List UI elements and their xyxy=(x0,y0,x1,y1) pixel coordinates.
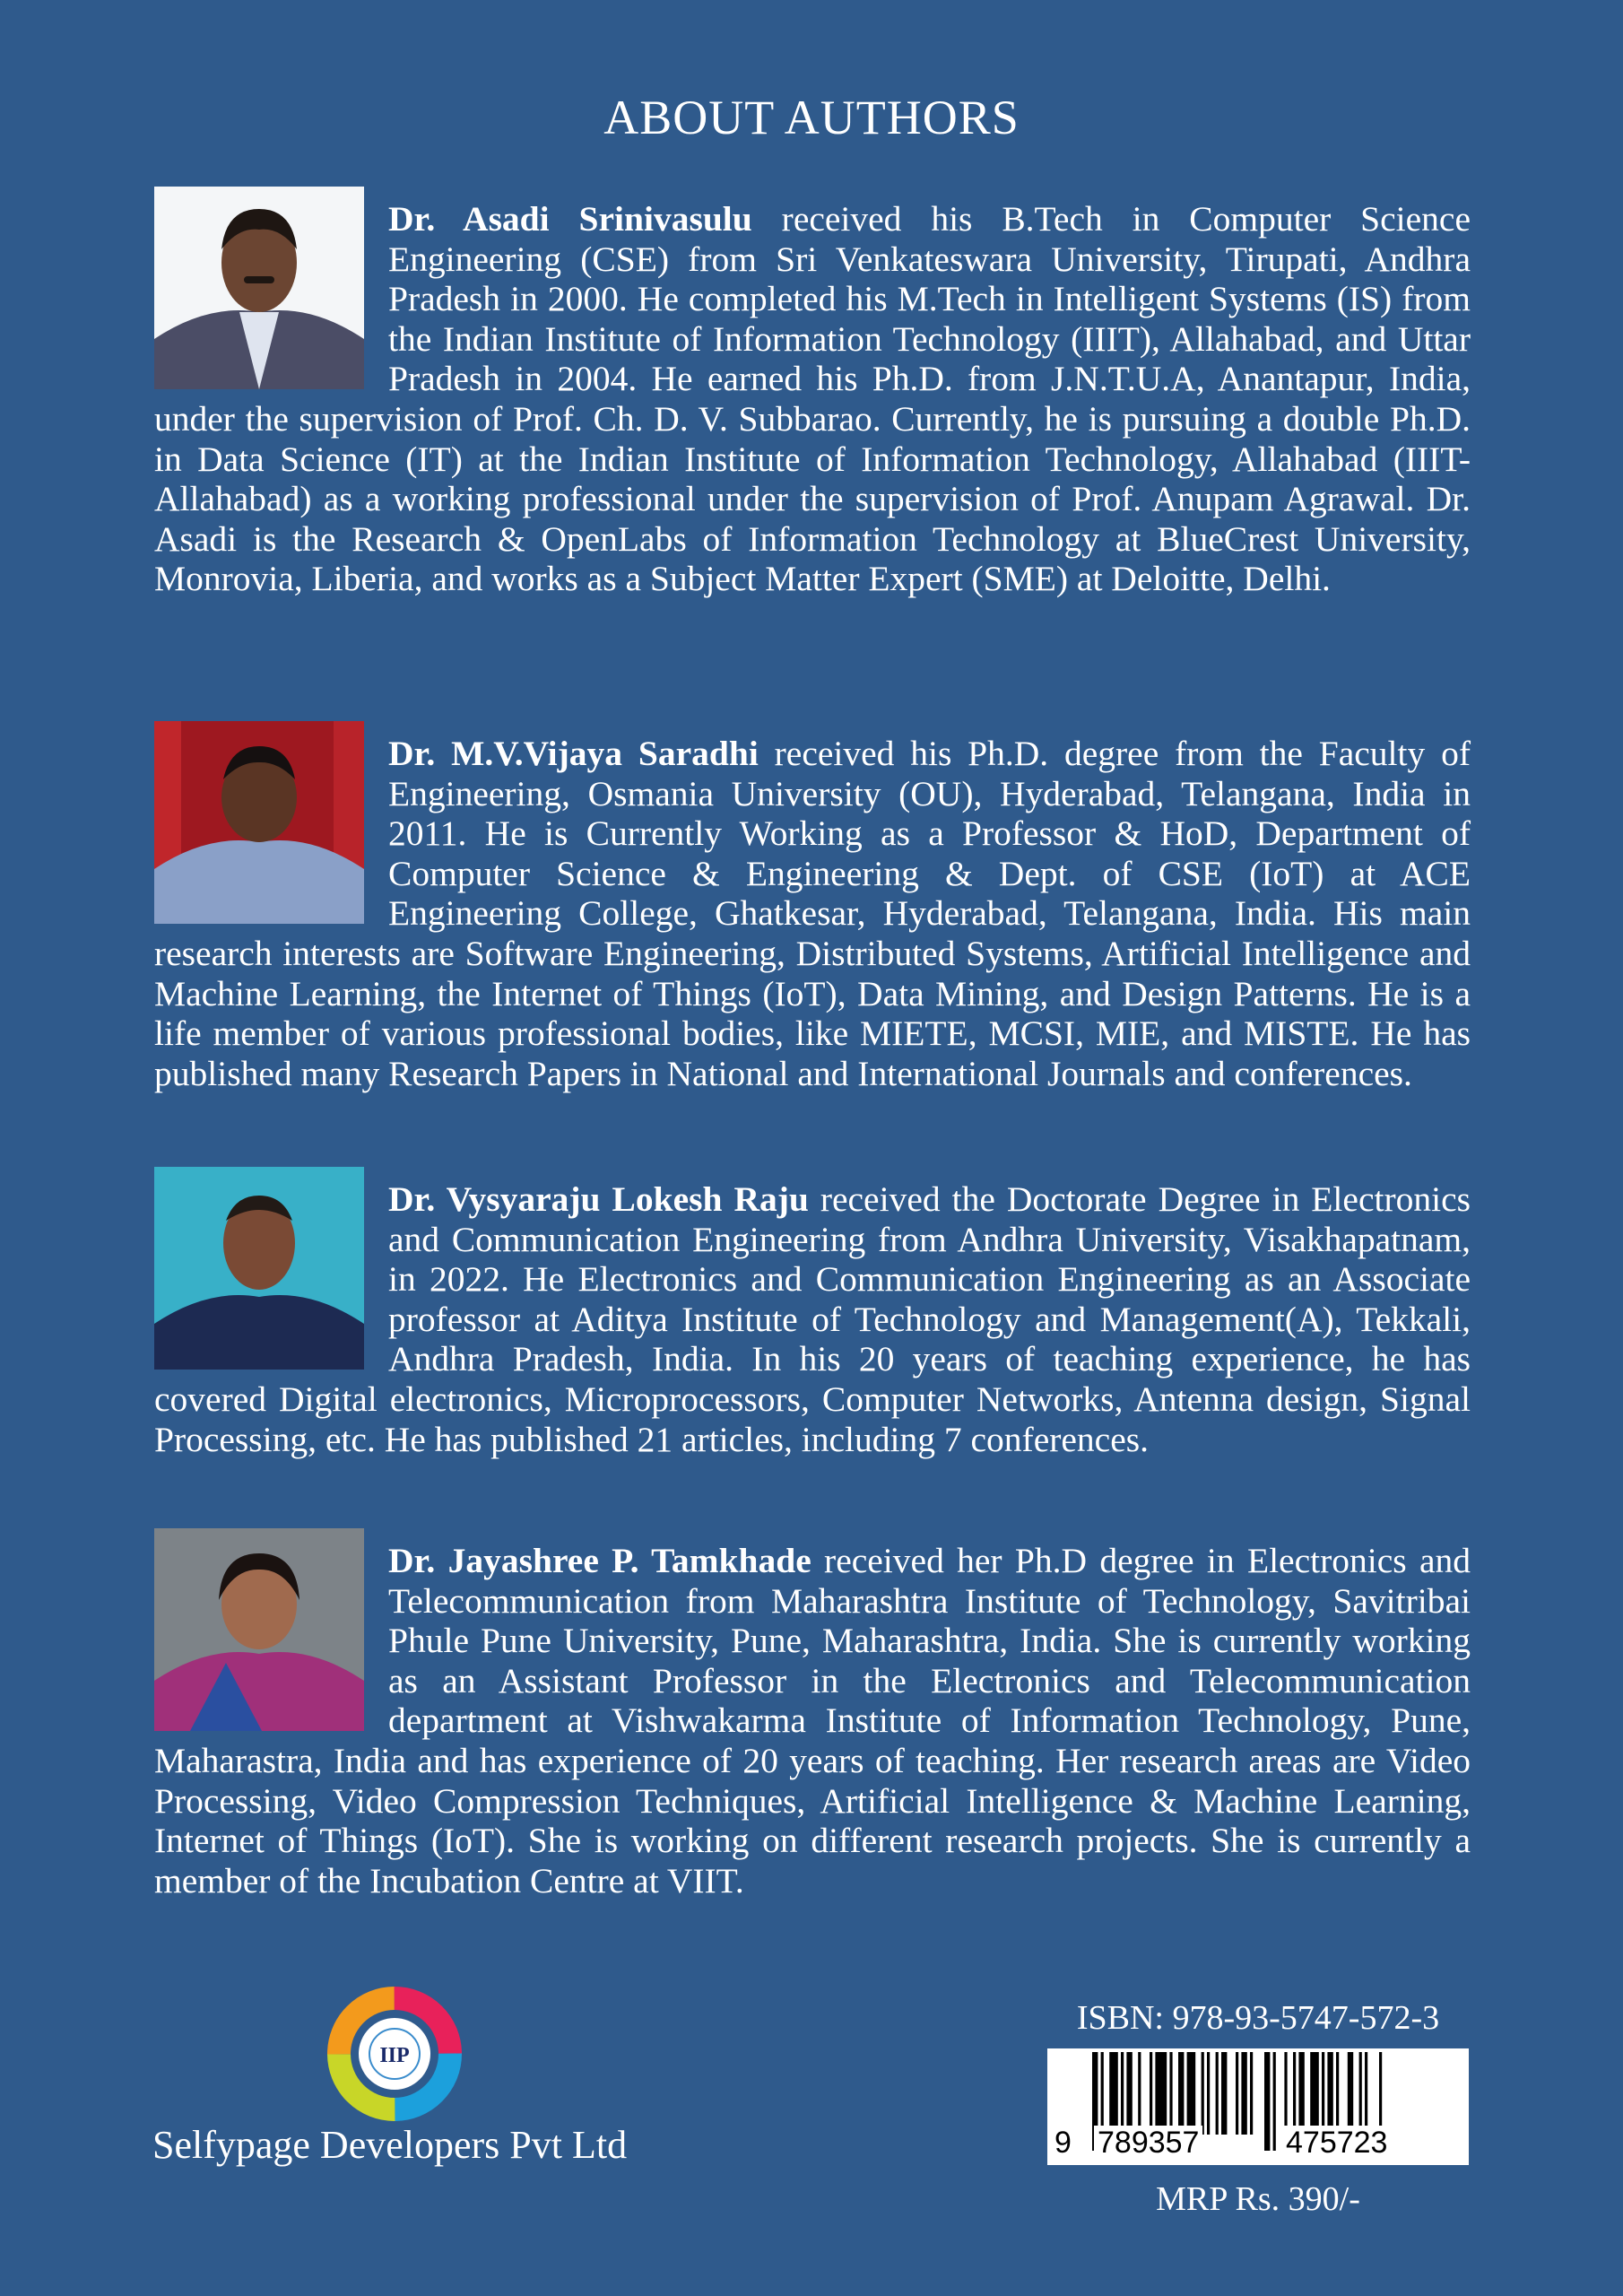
barcode-bar xyxy=(1169,2052,1172,2135)
barcode-bar xyxy=(1138,2052,1141,2135)
barcode-bar xyxy=(1216,2052,1219,2135)
barcode-bar xyxy=(1293,2052,1296,2135)
barcode-bar xyxy=(1327,2052,1332,2135)
author-photo-2 xyxy=(154,721,364,924)
barcode-bar xyxy=(1264,2052,1270,2151)
barcode-bar xyxy=(1178,2052,1184,2135)
barcode-bar xyxy=(1348,2052,1353,2135)
barcode-bar xyxy=(1365,2052,1367,2135)
author-name: Dr. Vysyaraju Lokesh Raju xyxy=(388,1179,809,1219)
barcode-bar xyxy=(1187,2052,1196,2135)
barcode-bar xyxy=(1284,2052,1287,2135)
barcode-first-digit: 9 xyxy=(1055,2126,1072,2160)
price: MRP Rs. 390/- xyxy=(1156,2180,1360,2218)
barcode xyxy=(1047,2048,1469,2165)
barcode-bar xyxy=(1221,2052,1227,2135)
author-name: Dr. Asadi Srinivasulu xyxy=(388,199,752,239)
author-name: Dr. Jayashree P. Tamkhade xyxy=(388,1541,812,1580)
barcode-right-digits: 475723 xyxy=(1282,2126,1391,2161)
barcode-bar xyxy=(1155,2052,1167,2135)
author-photo-1 xyxy=(154,187,364,389)
barcode-bar xyxy=(1202,2052,1204,2135)
barcode-bar xyxy=(1207,2052,1210,2135)
barcode-bar xyxy=(1121,2052,1124,2135)
author-bio-text: received his Ph.D. degree from the Faculty of Engineering, Osmania University (OU), Hyderabad, Telangana, India in 2011. He is Currently Working as a Professor & HoD, Department of Computer Science & Engineering & Dept. of CSE (IoT) at ACE Engineering College, Ghatkesar, Hyderabad, Telangana, India. His main research interests are Software Engineering, Distributed Systems, Artificial Intelligence and Machine Learning, the Internet of Things (IoT), Data Mining, and Design Patterns. He is a life member of various professional bodies, like MIETE, MCSI, MIE, and MISTE. He has published many Research Papers in National and International Journals and conferences. xyxy=(154,734,1471,1093)
author-bio-text: received his B.Tech in Computer Science Engineering (CSE) from Sri Venkateswara University, Tirupati, Andhra Pradesh in 2000. He completed his M.Tech in Intelligent Systems (IS) from the Indian Institute of Information Technology (IIIT), Allahabad, and Uttar Pradesh in 2004. He earned his Ph.D. from J.N.T.U.A, Anantapur, India, under the supervision of Prof. Ch. D. V. Subbarao. Currently, he is pursuing a double Ph.D. in Data Science (IT) at the Indian Institute of Information Technology, Allahabad (IIIT-Allahabad) as a working professional under the supervision of Prof. Anupam Agrawal. Dr. Asadi is the Research & OpenLabs of Information Technology at BlueCrest University, Monrovia, Liberia, and works as a Subject Matter Expert (SME) at Deloitte, Delhi. xyxy=(154,199,1471,599)
barcode-bar xyxy=(1322,2052,1324,2135)
author-bio-1 xyxy=(154,199,1471,599)
barcode-bar xyxy=(1379,2052,1382,2135)
barcode-bar xyxy=(1150,2052,1152,2135)
barcode-bar xyxy=(1359,2052,1362,2135)
author-name: Dr. M.V.Vijaya Saradhi xyxy=(388,734,759,773)
barcode-bar xyxy=(1241,2052,1246,2135)
barcode-bar xyxy=(1336,2052,1339,2135)
author-photo-3 xyxy=(154,1167,364,1370)
author-bio-4 xyxy=(154,1541,1471,1900)
barcode-bar xyxy=(1273,2052,1276,2151)
page-title: ABOUT AUTHORS xyxy=(603,91,1020,144)
publisher-logo xyxy=(327,1987,462,2121)
author-bio-3 xyxy=(154,1179,1471,1459)
author-bio-text: received the Doctorate Degree in Electronics and Communication Engineering from Andhra University, Visakhapatnam, in 2022. He Electronics and Communication Engineering as an Associate professor at Aditya Institute of Technology and Management(A), Tekkali, Andhra Pradesh, India. In his 20 years of teaching experience, he has covered Digital electronics, Microprocessors, Computer Networks, Antenna design, Signal Processing, etc. He has published 21 articles, including 7 conferences. xyxy=(154,1179,1471,1459)
logo-abbr: IIP xyxy=(379,2044,410,2067)
author-bio-text: received her Ph.D degree in Electronics and Telecommunication from Maharashtra Institute of Technology, Savitribai Phule Pune University, Pune, Maharashtra, India. She is currently working as an Assistant Professor in the Electronics and Telecommunication department at Vishwakarma Institute of Information Technology, Pune, Maharastra, India and has experience of 20 years of teaching. Her research areas are Video Processing, Video Compression Techniques, Artificial Intelligence & Machine Learning, Internet of Things (IoT). She is working on different research projects. She is currently a member of the Incubation Centre at VIIT. xyxy=(154,1541,1471,1900)
publisher-name: Selfypage Developers Pvt Ltd xyxy=(152,2123,628,2167)
barcode-bar xyxy=(1109,2052,1118,2135)
barcode-bar xyxy=(1236,2052,1238,2135)
barcode-bar xyxy=(1250,2052,1253,2135)
barcode-bar xyxy=(1298,2052,1304,2135)
isbn: ISBN: 978-93-5747-572-3 xyxy=(1076,1999,1440,2037)
author-photo-4 xyxy=(154,1528,364,1731)
author-bio-2 xyxy=(154,734,1471,1093)
barcode-bar xyxy=(1126,2052,1132,2135)
barcode-left-digits: 789357 xyxy=(1094,2126,1202,2161)
barcode-bar xyxy=(1310,2052,1319,2135)
